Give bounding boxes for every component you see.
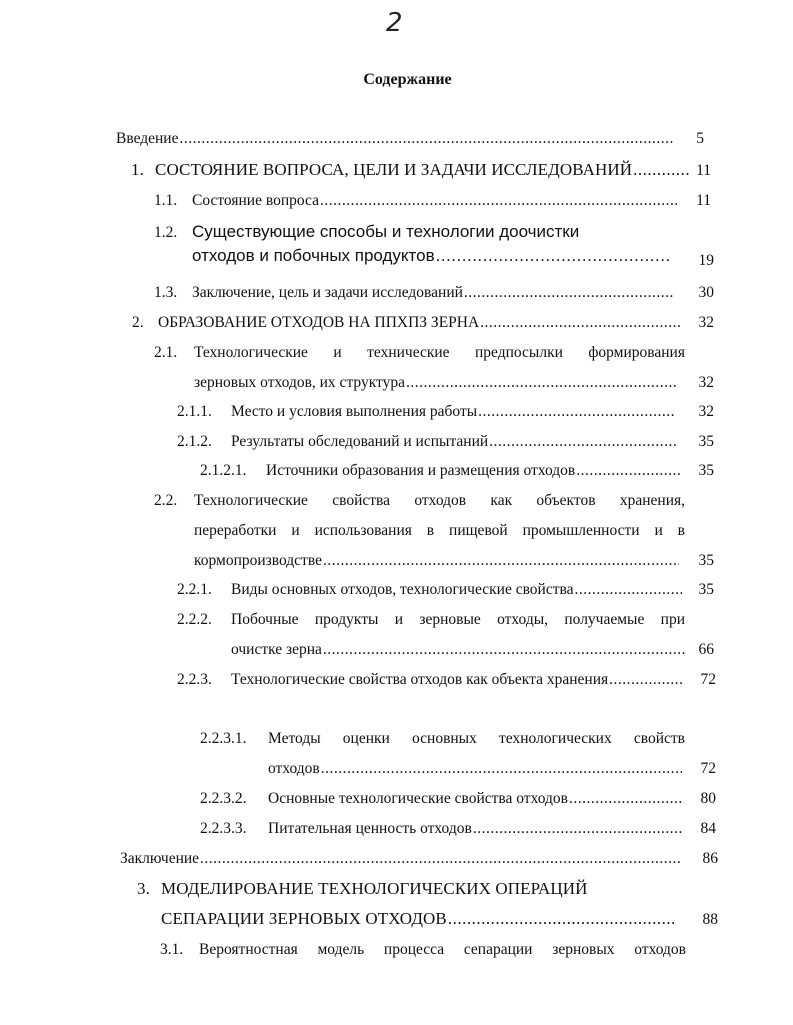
leader-dots: [320, 191, 677, 211]
toc-entry-text: кормопроизводстве: [194, 552, 322, 569]
toc-entry-number: 1.1.: [154, 192, 178, 209]
toc-entry-text: Заключение: [120, 850, 200, 867]
toc-entry-2-2-3: [177, 670, 684, 690]
leader-dots: [478, 402, 675, 422]
leader-dots: [609, 670, 684, 690]
toc-entry-2-2-3-3: [200, 819, 684, 839]
leader-dots: [480, 313, 682, 333]
leader-dots: [179, 129, 674, 149]
toc-entry-number: 1.2.: [154, 224, 178, 241]
toc-entry-number: 2.2.3.3.: [200, 820, 247, 837]
toc-entry-number: 2.2.: [154, 492, 178, 509]
toc-entry-text: Технологические свойства отходов как объектов хранения,: [194, 492, 685, 509]
leader-dots: [473, 819, 684, 839]
toc-entry-2-2-1: [177, 580, 682, 600]
toc-entry-1-2: [154, 222, 579, 242]
toc-entry-number: 2.1.2.: [177, 433, 212, 450]
leader-dots: [448, 909, 674, 929]
leader-dots: [323, 551, 679, 571]
toc-entry-text: СОСТОЯНИЕ ВОПРОСА, ЦЕЛИ И ЗАДАЧИ ИССЛЕДОВАНИЙ: [155, 160, 633, 179]
leader-dots: [464, 283, 674, 303]
toc-entry-3-1: [160, 940, 199, 960]
toc-entry-conclusion: [120, 849, 682, 869]
toc-entry-number: 2.1.1.: [177, 403, 212, 420]
leader-dots: [321, 759, 682, 779]
toc-entry-number: 2.1.2.1.: [200, 462, 247, 479]
toc-entry-number: 2.2.2.: [177, 611, 212, 628]
leader-dots: [489, 432, 677, 452]
toc-entry-text: Технологические и технические предпосылки формирования: [194, 344, 685, 361]
page-number: 2: [386, 8, 403, 38]
leader-dots: [576, 461, 682, 481]
toc-entry-text: Результаты обследований и испытаний: [231, 433, 489, 450]
toc-entry-2-2-2: [177, 610, 231, 630]
toc-entry-2-1-1: [177, 402, 675, 422]
toc-entry-number: 2.2.1.: [177, 581, 212, 598]
toc-entry-text: СЕПАРАЦИИ ЗЕРНОВЫХ ОТХОДОВ: [161, 909, 447, 928]
toc-entry-text: Побочные продукты и зерновые отходы, получаемые при: [231, 611, 685, 628]
toc-entry-number: 2.1.: [154, 344, 178, 361]
toc-entry-number: 2.2.3.1.: [200, 730, 247, 747]
toc-entry-1-3: [154, 283, 674, 303]
toc-page-number: 35: [698, 462, 714, 479]
toc-entry-intro: [116, 129, 674, 149]
toc-page-number: 32: [698, 374, 714, 391]
page-title: Содержание: [363, 71, 452, 88]
toc-page-number: 35: [698, 581, 714, 598]
toc-entry-2-2-3-1-continued: [268, 759, 682, 779]
toc-entry-section-2: [132, 313, 682, 333]
toc-entry-text: очистке зерна: [231, 641, 322, 658]
toc-entry-number: 2.2.3.: [177, 671, 212, 688]
toc-page-number: 72: [700, 671, 716, 688]
toc-entry-text: Питательная ценность отходов: [268, 820, 472, 837]
leader-dots: [200, 849, 682, 869]
toc-entry-2-2-2-continued: [231, 640, 685, 660]
toc-page-number: 5: [696, 130, 704, 147]
toc-entry-text: Заключение, цель и задачи исследований: [192, 284, 463, 301]
toc-entry-text: отходов и побочных продуктов: [192, 246, 435, 265]
toc-page-number: 35: [698, 433, 714, 450]
toc-entry-number: 3.1.: [160, 941, 184, 958]
toc-entry-text: Существующие способы и технологии доочистки: [192, 222, 580, 241]
toc-page-number: 11: [696, 192, 711, 209]
toc-entry-number: 3.: [137, 879, 150, 898]
leader-dots: [406, 373, 677, 393]
leader-dots: [436, 246, 672, 266]
toc-page-number: 11: [696, 162, 711, 179]
toc-entry-text: Вероятностная модель процесса сепарации зерновых отходов: [199, 941, 686, 958]
toc-page-number: 30: [698, 284, 714, 301]
toc-page-number: 88: [702, 911, 718, 928]
toc-entry-section-3: [137, 879, 587, 899]
toc-entry-text: Методы оценки основных технологических свойств: [268, 730, 685, 747]
toc-page-number: 66: [698, 641, 714, 658]
toc-entry-2-2-3-2: [200, 789, 684, 809]
toc-entry-text: зерновых отходов, их структура: [194, 374, 405, 391]
toc-page-number: 35: [698, 552, 714, 569]
toc-entry-text: Основные технологические свойства отходов: [268, 790, 568, 807]
toc-entry-text: Состояние вопроса: [192, 192, 319, 209]
toc-entry-1-2-continued: [192, 246, 672, 266]
toc-page-number: 86: [702, 850, 718, 867]
toc-entry-text: Введение: [116, 130, 179, 147]
toc-entry-text: Технологические свойства отходов как объекта хранения: [231, 671, 609, 688]
toc-entry-text: ОБРАЗОВАНИЕ ОТХОДОВ НА ППХПЗ ЗЕРНА: [158, 314, 480, 331]
toc-entry-text: отходов: [268, 760, 320, 777]
toc-entry-number: 1.: [131, 160, 144, 179]
toc-page-number: 32: [698, 403, 714, 420]
leader-dots: [323, 640, 685, 660]
toc-entry-2-2-continued: [194, 551, 679, 571]
toc-entry-2-1-2-1: [200, 461, 682, 481]
toc-entry-text: переработки и использования в пищевой промышленности и в: [194, 522, 685, 539]
toc-page-number: 84: [700, 820, 716, 837]
leader-dots: [569, 789, 684, 809]
toc-entry-section-1: [131, 160, 691, 180]
toc-entry-2-1-2: [177, 432, 677, 452]
toc-entry-2-1-continued: [194, 373, 677, 393]
toc-entry-number: 1.3.: [154, 284, 178, 301]
toc-entry-2-2-3-1: [200, 729, 268, 749]
toc-entry-2-1: [154, 343, 194, 363]
toc-entry-number: 2.: [132, 314, 144, 331]
toc-page-number: 19: [698, 252, 714, 269]
leader-dots: [575, 580, 683, 600]
toc-entry-1-1: [154, 191, 677, 211]
toc-entry-section-3-continued: [161, 909, 674, 929]
toc-entry-2-2: [154, 491, 194, 511]
toc-page-number: 80: [700, 790, 716, 807]
toc-page-number: 72: [700, 760, 716, 777]
toc-page-number: 32: [698, 314, 714, 331]
toc-entry-text: Виды основных отходов, технологические свойства: [231, 581, 574, 598]
toc-entry-text: Источники образования и размещения отходов: [266, 462, 576, 479]
toc-entry-text: МОДЕЛИРОВАНИЕ ТЕХНОЛОГИЧЕСКИХ ОПЕРАЦИЙ: [161, 879, 588, 898]
toc-entry-number: 2.2.3.2.: [200, 790, 247, 807]
toc-entry-text: Место и условия выполнения работы: [231, 403, 478, 420]
